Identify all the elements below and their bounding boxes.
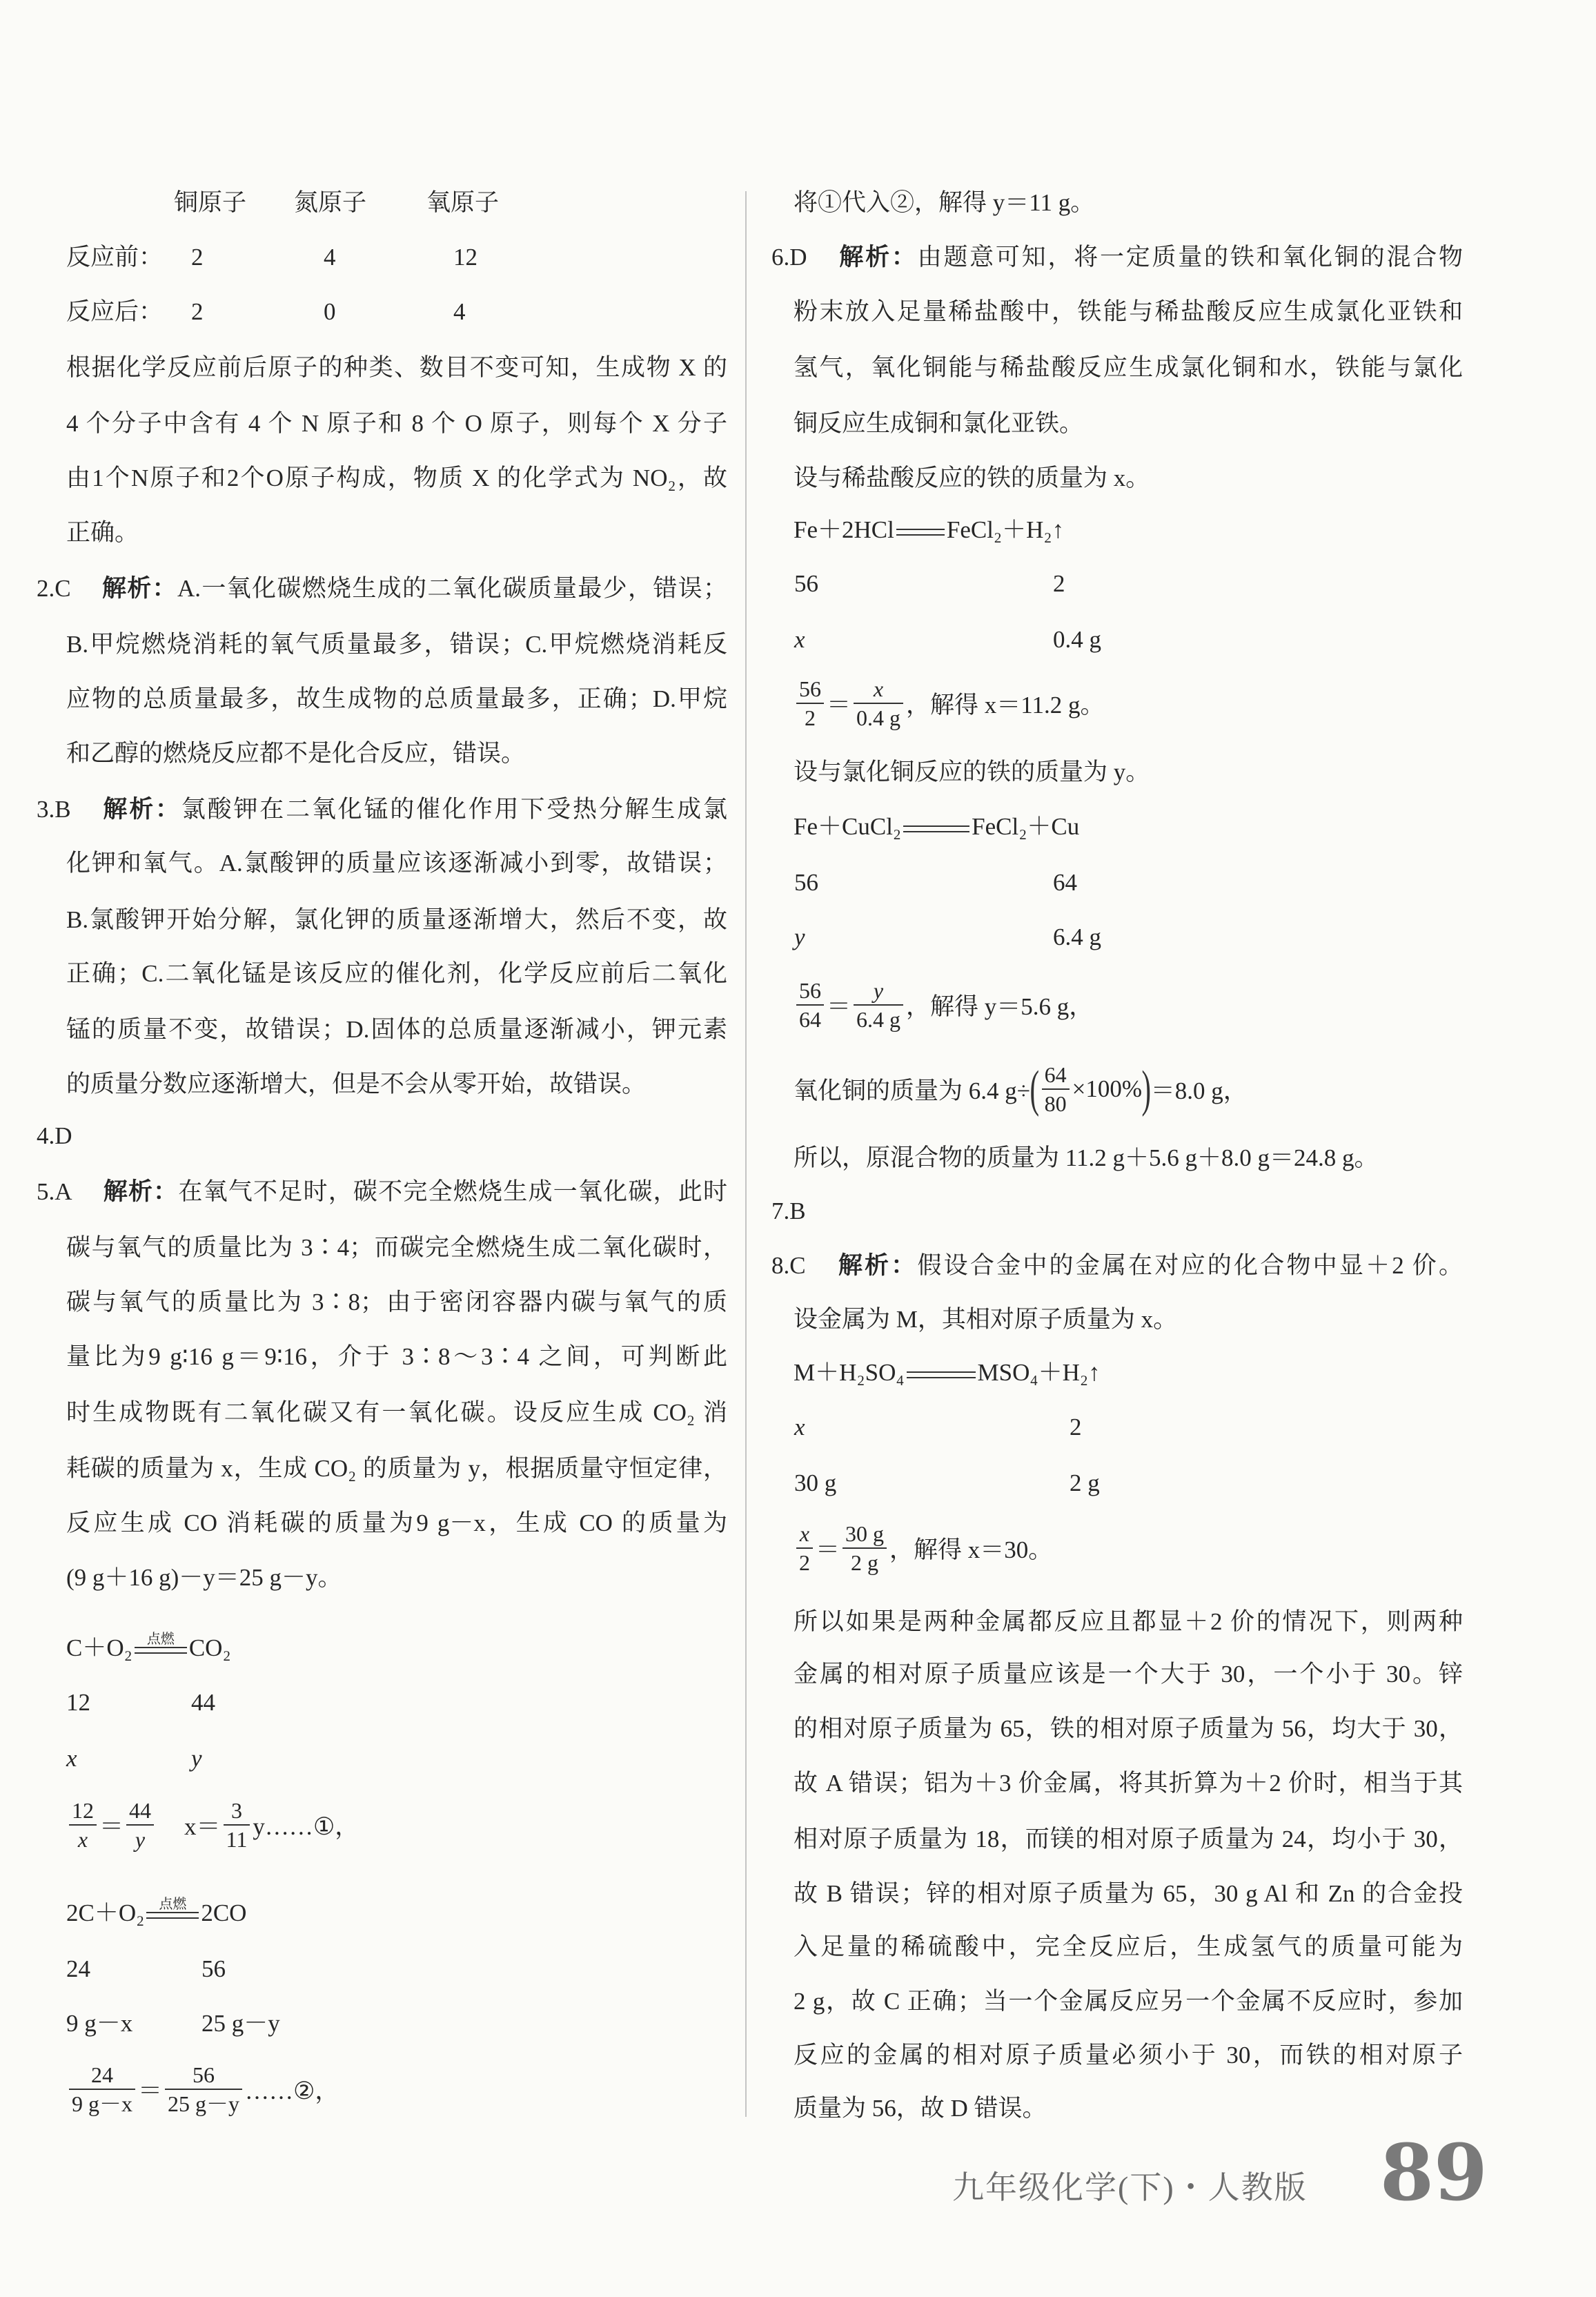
answer-line: (9 g＋16 g)－y＝25 g－y。 xyxy=(66,1564,342,1591)
column-divider xyxy=(745,191,747,2117)
equation-reactants: 2C＋O₂ xyxy=(66,1899,145,1926)
page-number: 89 xyxy=(1380,2128,1488,2218)
proportion-equation xyxy=(66,1790,727,1859)
percent-term: ×100% xyxy=(1072,1075,1143,1102)
paragraph-line: 4 个分子中含有 4 个 N 原子和 8 个 O 原子，则每个 X 分子 xyxy=(66,410,727,437)
unknown-value: y xyxy=(794,923,805,950)
answer-line: 正确；C.二氧化锰是该反应的催化剂，化学反应前后二氧化 xyxy=(66,960,727,987)
equation-sign xyxy=(896,529,945,536)
answer-line: 化钾和氧气。A.氯酸钾的质量应该逐渐减小到零，故错误； xyxy=(66,850,727,877)
answer-number: 8.C xyxy=(771,1252,806,1279)
answer-line: 所以，原混合物的质量为 11.2 g＋5.6 g＋8.0 g＝24.8 g。 xyxy=(794,1144,1379,1171)
equals-sign: ＝ xyxy=(827,692,851,719)
chemical-equation xyxy=(794,513,1463,547)
numerator: 56 xyxy=(799,978,821,1003)
answer-number: 3.B xyxy=(37,796,71,823)
chemical-equation xyxy=(66,1631,727,1665)
equation-prefix: 氧化铜的质量为 6.4 g÷ xyxy=(794,1077,1030,1104)
known-value: 0.4 g xyxy=(1053,626,1101,653)
answer-text: 由题意可知，将一定质量的铁和氧化铜的混合物 xyxy=(917,244,1463,271)
footer-book-title: 九年级化学(下)・人教版 xyxy=(952,2170,1308,2205)
mass-ratio-value: 56 xyxy=(794,570,818,597)
equals-sign: ＝ xyxy=(99,1813,124,1840)
denominator: 9 g－x xyxy=(69,2089,135,2118)
fraction xyxy=(1042,1061,1070,1117)
answer-text: 氯酸钾在二氧化锰的催化作用下受热分解生成氯 xyxy=(181,796,727,823)
denominator: 2 xyxy=(796,1547,813,1576)
fraction xyxy=(854,977,903,1033)
fraction xyxy=(796,1520,813,1576)
answer-text: 在氧气不足时，碳不完全燃烧生成一氧化碳，此时 xyxy=(178,1178,727,1205)
denominator: 6.4 g xyxy=(854,1004,903,1033)
answer-line: 将①代入②，解得 y＝11 g。 xyxy=(794,189,1095,216)
answer-number: 2.C xyxy=(37,575,71,602)
answer-line: 质量为 56，故 D 错误。 xyxy=(794,2095,1047,2122)
fraction xyxy=(69,1797,97,1853)
fraction xyxy=(843,1520,887,1576)
proportion-equation xyxy=(794,1514,1463,1583)
fraction xyxy=(165,2061,242,2118)
answer-line: 所以如果是两种金属都反应且都显＋2 价的情况下，则两种 xyxy=(794,1608,1463,1635)
answer-line: 金属的相对原子质量应该是一个大于 30，一个小于 30。锌 xyxy=(794,1661,1463,1688)
after-n: 0 xyxy=(324,298,336,325)
mass-ratio-value: 12 xyxy=(66,1689,90,1716)
proportion-equation xyxy=(794,970,1463,1039)
answer-line: 故 A 错误；铝为＋3 价金属，将其折算为＋2 价时，相当于其 xyxy=(794,1770,1463,1797)
numerator: 3 xyxy=(230,1798,242,1823)
answer-line: 时生成物既有二氧化碳又有一氧化碳。设反应生成 CO₂ 消 xyxy=(66,1399,727,1426)
atom-header-o: 氧原子 xyxy=(426,189,500,216)
known-value: 30 g xyxy=(794,1469,837,1496)
numerator: 56 xyxy=(193,2062,215,2087)
denominator: 11 xyxy=(224,1824,250,1853)
denominator: 64 xyxy=(796,1004,824,1033)
known-value: 6.4 g xyxy=(1053,923,1101,950)
equation-reactants: Fe＋CuCl₂ xyxy=(794,813,902,840)
answer-line: 设与稀盐酸反应的铁的质量为 x。 xyxy=(794,465,1150,491)
answer-6-first-line xyxy=(771,240,1463,275)
equation-reactants: C＋O₂ xyxy=(66,1634,132,1661)
equation-result: ＝8.0 g， xyxy=(1150,1077,1248,1104)
unknown-value: x xyxy=(794,1414,805,1440)
answer-line: 设与氯化铜反应的铁的质量为 y。 xyxy=(794,759,1150,785)
mass-ratio-value: 64 xyxy=(1053,869,1077,896)
after-label: 反应后： xyxy=(66,298,164,325)
analysis-label: 解析： xyxy=(101,796,181,823)
numerator: x xyxy=(799,1521,810,1546)
unknown-value: x xyxy=(66,1745,77,1772)
numerator: y xyxy=(873,978,884,1003)
numerator: 12 xyxy=(72,1798,94,1823)
equation-label: ……②， xyxy=(245,2078,339,2104)
denominator: 2 g xyxy=(843,1547,887,1576)
mass-ratio-value: 2 xyxy=(1053,570,1065,597)
analysis-label: 解析： xyxy=(836,1252,918,1279)
answer-line: B.甲烷燃烧消耗的氧气质量最多，错误；C.甲烷燃烧消耗反 xyxy=(66,631,727,658)
solution-text: ，解得 x＝11.2 g。 xyxy=(906,692,1105,719)
numerator: 24 xyxy=(91,2062,113,2087)
answer-line: 的质量分数应逐渐增大，但是不会从零开始，故错误。 xyxy=(66,1071,647,1097)
denominator: 25 g－y xyxy=(165,2089,242,2118)
answer-7: 7.B xyxy=(771,1198,806,1224)
answer-line: 反应生成 CO 消耗碳的质量为9 g－x，生成 CO 的质量为 xyxy=(66,1509,727,1536)
answer-line: 应物的总质量最多，故生成物的总质量最多，正确；D.甲烷 xyxy=(66,685,727,712)
paragraph-line: 根据化学反应前后原子的种类、数目不变可知，生成物 X 的 xyxy=(66,354,727,381)
answer-line: 和乙醇的燃烧反应都不是化合反应，错误。 xyxy=(66,740,526,767)
equals-sign: ＝ xyxy=(816,1536,840,1563)
after-cu: 2 xyxy=(191,298,204,325)
fraction xyxy=(854,675,903,732)
answer-8-first-line xyxy=(771,1249,1463,1283)
answer-line: 2 g，故 C 正确；当一个金属反应另一个金属不反应时，参加 xyxy=(794,1988,1463,2015)
fraction xyxy=(224,1797,250,1853)
equation-products: CO₂ xyxy=(188,1634,231,1661)
answer-line: 碳与氧气的质量比为 3∶8；由于密闭容器内碳与氧气的质 xyxy=(66,1289,727,1316)
solution-text: ，解得 y＝5.6 g， xyxy=(906,993,1094,1020)
analysis-label: 解析： xyxy=(101,575,177,602)
mass-ratio-value: 56 xyxy=(201,1955,226,1982)
answer-5-first-line xyxy=(37,1175,727,1209)
answer-line: 入足量的稀硫酸中，完全反应后，生成氢气的质量可能为 xyxy=(794,1933,1463,1960)
equation-sign xyxy=(146,1896,199,1919)
solution-suffix: y……①， xyxy=(253,1813,359,1840)
mass-ratio-value: 56 xyxy=(794,869,818,896)
equation-products: FeCl₂＋H₂↑ xyxy=(946,516,1065,543)
analysis-label: 解析： xyxy=(102,1178,179,1205)
after-o: 4 xyxy=(453,298,466,325)
denominator: 80 xyxy=(1042,1088,1070,1117)
answer-line: B.氯酸钾开始分解，氯化钾的质量逐渐增大，然后不变，故 xyxy=(66,906,727,933)
answer-line: 锰的质量不变，故错误；D.固体的总质量逐渐减小，钾元素 xyxy=(66,1016,727,1043)
copper-oxide-mass-equation xyxy=(794,1055,1463,1124)
answer-line: 耗碳的质量为 x，生成 CO₂ 的质量为 y，根据质量守恒定律， xyxy=(66,1455,727,1482)
answer-3-first-line xyxy=(37,792,727,827)
fraction xyxy=(69,2061,135,2118)
paragraph-line: 正确。 xyxy=(66,519,139,546)
answer-text: A.一氧化碳燃烧生成的二氧化碳质量最少，错误； xyxy=(177,575,727,602)
unknown-value: y xyxy=(191,1745,202,1772)
denominator: 0.4 g xyxy=(854,703,903,732)
answer-line: 氢气，氧化铜能与稀盐酸反应生成氯化铜和水，铁能与氯化 xyxy=(794,354,1463,381)
answer-line: 的相对原子质量为 65，铁的相对原子质量为 56，均大于 30， xyxy=(794,1715,1463,1742)
equation-products: 2CO xyxy=(201,1899,247,1926)
answer-line: 故 B 错误；锌的相对原子质量为 65，30 g Al 和 Zn 的合金投 xyxy=(794,1880,1463,1907)
answer-line: 铜反应生成铜和氯化亚铁。 xyxy=(794,410,1084,437)
denominator: y xyxy=(126,1824,154,1853)
numerator: 56 xyxy=(799,676,821,701)
proportion-equation xyxy=(66,2055,727,2124)
proportion-equation xyxy=(794,669,1463,738)
equation-sign xyxy=(903,825,969,832)
unknown-value: 9 g－x xyxy=(66,2010,133,2037)
before-label: 反应前： xyxy=(66,244,164,271)
answer-line: 反应的金属的相对原子质量必须小于 30，而铁的相对原子 xyxy=(794,2042,1463,2069)
answer-line: 相对原子质量为 18，而镁的相对原子质量为 24，均小于 30， xyxy=(794,1826,1463,1853)
numerator: x xyxy=(873,676,884,701)
solution-prefix: x＝ xyxy=(184,1813,221,1840)
numerator: 30 g xyxy=(845,1521,885,1546)
before-o: 12 xyxy=(453,244,477,271)
atom-header-cu: 铜原子 xyxy=(174,189,247,216)
fraction xyxy=(126,1797,154,1853)
answer-number: 6.D xyxy=(771,244,807,271)
solution-text: ，解得 x＝30。 xyxy=(889,1536,1053,1563)
equation-products: FeCl₂＋Cu xyxy=(972,813,1080,840)
answer-number: 5.A xyxy=(37,1178,72,1205)
mass-ratio-value: 44 xyxy=(191,1689,215,1716)
paragraph-line: 由1个N原子和2个O原子构成，物质 X 的化学式为 NO₂，故 xyxy=(66,465,727,491)
chemical-equation xyxy=(66,1896,727,1931)
fraction xyxy=(796,675,824,732)
atom-header-n: 氮原子 xyxy=(294,189,367,216)
equals-sign: ＝ xyxy=(138,2078,163,2104)
denominator: 2 xyxy=(796,703,824,732)
equation-sign xyxy=(907,1371,976,1378)
before-n: 4 xyxy=(324,244,336,271)
answer-line: 碳与氧气的质量比为 3∶4；而碳完全燃烧生成二氧化碳时， xyxy=(66,1234,727,1261)
left-paren: ( xyxy=(1029,1061,1040,1117)
equation-sign xyxy=(135,1631,187,1654)
denominator: x xyxy=(69,1824,97,1853)
before-cu: 2 xyxy=(191,244,204,271)
answer-line: 设金属为 M，其相对原子质量为 x。 xyxy=(794,1306,1178,1333)
answer-4: 4.D xyxy=(37,1122,72,1149)
answer-2-first-line xyxy=(37,571,727,606)
answer-text: 假设合金中的金属在对应的化合物中显＋2 价。 xyxy=(917,1252,1463,1279)
reaction-condition: 点燃 xyxy=(146,1631,175,1647)
chemical-equation xyxy=(794,810,1463,844)
answer-line: 量比为9 g∶16 g＝9∶16，介于 3∶8～3∶4 之间，可判断此 xyxy=(66,1343,727,1370)
analysis-label: 解析： xyxy=(837,244,918,271)
equals-sign: ＝ xyxy=(827,993,851,1020)
equation-reactants: Fe＋2HCl xyxy=(794,516,894,543)
equation-products: MSO₄＋H₂↑ xyxy=(977,1359,1101,1386)
answer-line: 粉末放入足量稀盐酸中，铁能与稀盐酸反应生成氯化亚铁和 xyxy=(794,298,1463,325)
fraction xyxy=(796,977,824,1033)
right-paren: ) xyxy=(1141,1061,1152,1117)
unknown-value: 25 g－y xyxy=(201,2010,280,2037)
numerator: 44 xyxy=(129,1798,152,1823)
reaction-condition: 点燃 xyxy=(159,1896,187,1912)
equation-reactants: M＋H₂SO₄ xyxy=(794,1359,905,1386)
unknown-value: x xyxy=(794,626,805,653)
known-value: 2 g xyxy=(1070,1469,1100,1496)
mass-ratio-value: 24 xyxy=(66,1955,90,1982)
numerator: 64 xyxy=(1044,1062,1067,1087)
chemical-equation xyxy=(794,1356,1463,1390)
mass-ratio-value: 2 xyxy=(1070,1414,1082,1440)
